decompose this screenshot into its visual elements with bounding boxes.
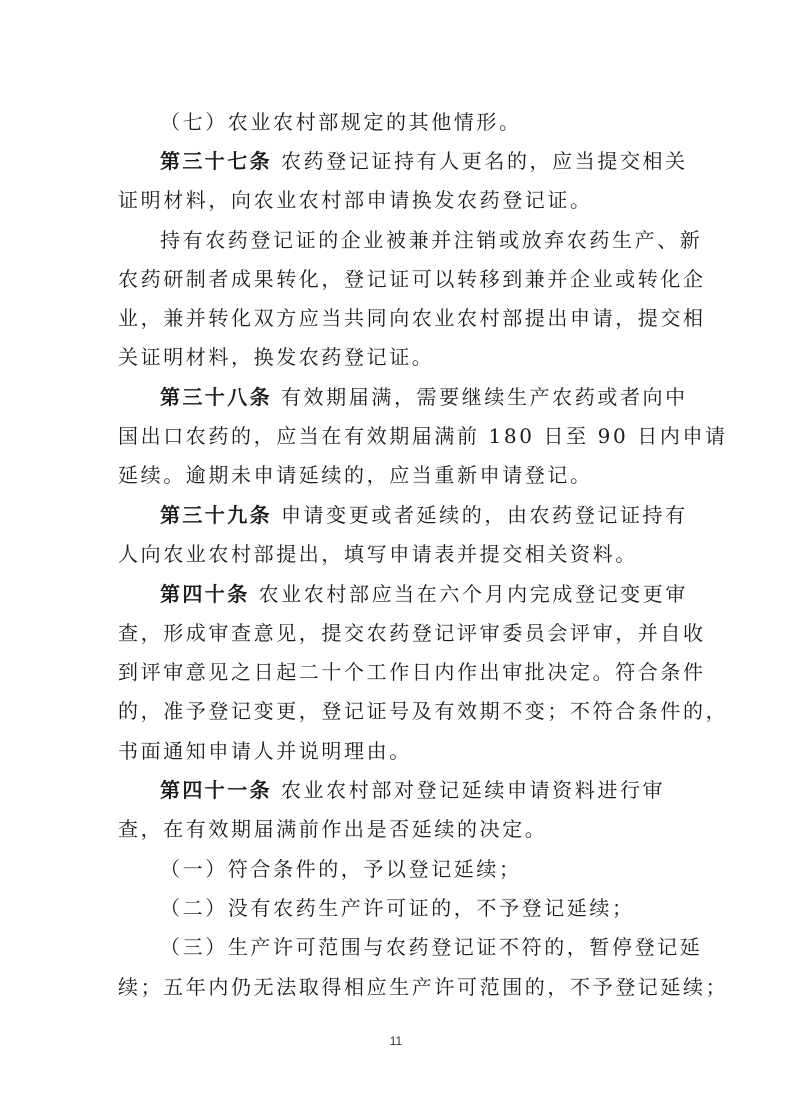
paragraph-line: 书面通知申请人并说明理由。 — [118, 739, 412, 763]
article-number: 第三十七条 — [160, 149, 272, 173]
paragraph-line: 的，准予登记变更，登记证号及有效期不变；不符合条件的， — [118, 699, 729, 723]
paragraph-line: 续；五年内仍无法取得相应生产许可范围的，不予登记延续； — [118, 975, 729, 999]
article-40-heading-line: 第四十条 农业农村部应当在六个月内完成登记变更审 — [160, 582, 688, 606]
article-38-heading-line: 第三十八条 有效期届满，需要继续生产农药或者向中 — [160, 385, 688, 409]
article-number: 第三十九条 — [160, 503, 272, 527]
article-number: 第四十一条 — [160, 778, 272, 802]
paragraph-line: 国出口农药的，应当在有效期届满前 180 日至 90 日内申请 — [118, 424, 728, 448]
paragraph-line: 查，形成审查意见，提交农药登记评审委员会评审，并自收 — [118, 621, 706, 645]
page-number: 11 — [389, 1034, 403, 1048]
paragraph-line: 到评审意见之日起二十个工作日内作出审批决定。符合条件 — [118, 660, 706, 684]
list-item: （二）没有农药生产许可证的，不予登记延续； — [160, 896, 635, 920]
paragraph-line: 关证明材料，换发农药登记证。 — [118, 345, 435, 369]
list-item: （一）符合条件的，予以登记延续； — [160, 857, 522, 881]
paragraph-line: （七）农业农村部规定的其他情形。 — [160, 110, 522, 134]
article-number: 第四十条 — [160, 582, 250, 606]
paragraph-line: 查，在有效期届满前作出是否延续的决定。 — [118, 817, 548, 841]
paragraph-line: 证明材料，向农业农村部申请换发农药登记证。 — [118, 188, 593, 212]
paragraph-line: 延续。逾期未申请延续的，应当重新申请登记。 — [118, 463, 593, 487]
list-item: （三）生产许可范围与农药登记证不符的，暂停登记延 — [160, 935, 703, 959]
article-39-heading-line: 第三十九条 申请变更或者延续的，由农药登记证持有 — [160, 503, 688, 527]
paragraph-line: 人向农业农村部提出，填写申请表并提交相关资料。 — [118, 542, 638, 566]
article-37-heading-line: 第三十七条 农药登记证持有人更名的，应当提交相关 — [160, 149, 688, 173]
paragraph-line: 农药研制者成果转化，登记证可以转移到兼并企业或转化企 — [118, 267, 706, 291]
paragraph-line: 业，兼并转化双方应当共同向农业农村部提出申请，提交相 — [118, 306, 706, 330]
article-41-heading-line: 第四十一条 农业农村部对登记延续申请资料进行审 — [160, 778, 666, 802]
paragraph-line: 持有农药登记证的企业被兼并注销或放弃农药生产、新 — [160, 228, 703, 252]
article-number: 第三十八条 — [160, 385, 272, 409]
